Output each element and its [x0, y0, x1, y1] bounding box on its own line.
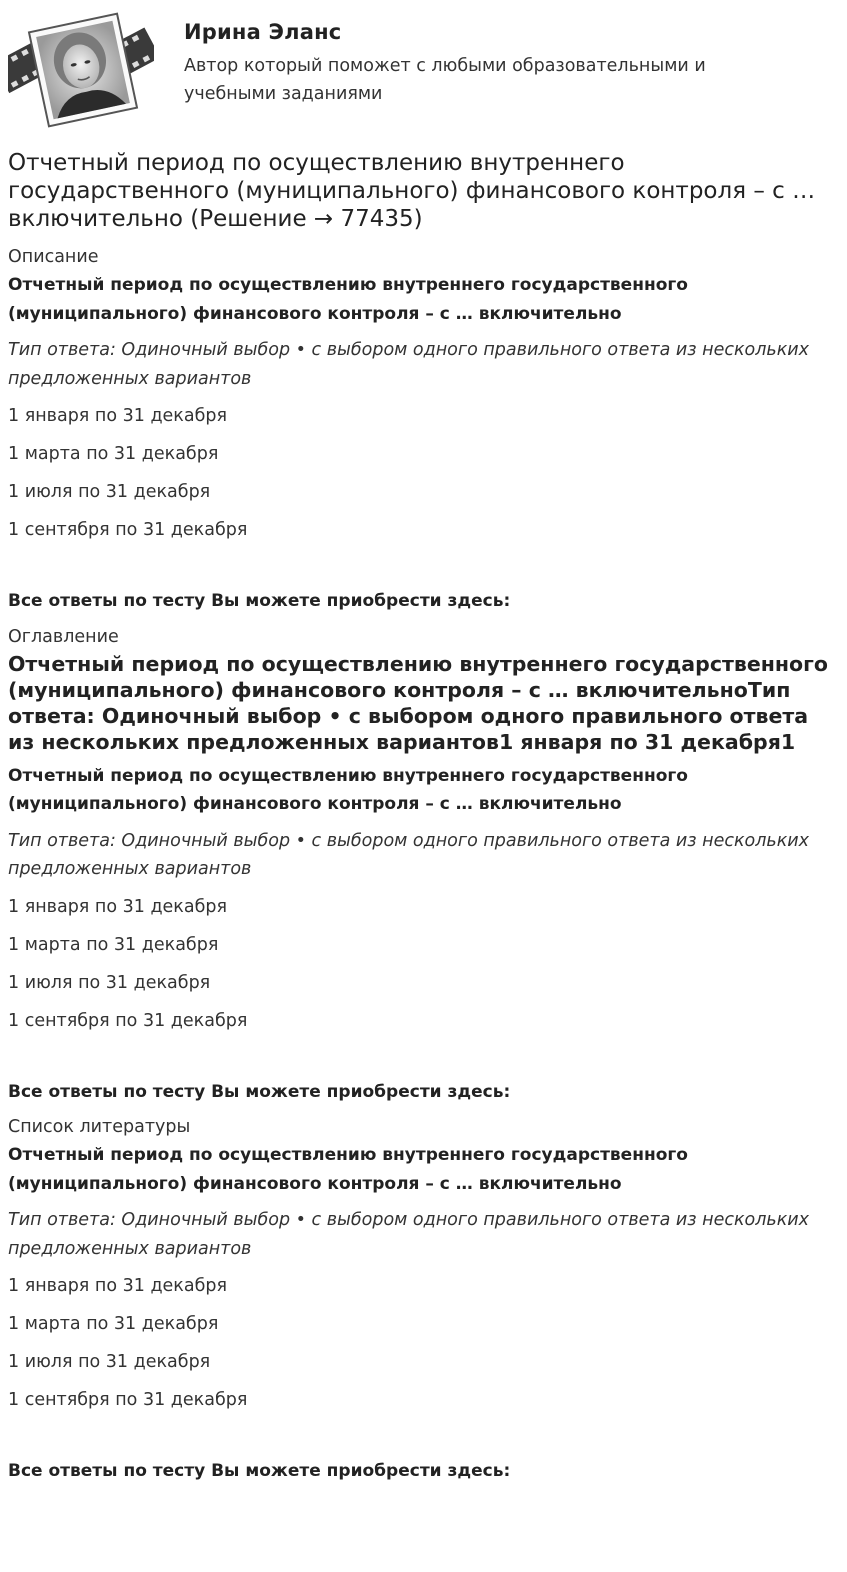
spacer	[8, 554, 838, 587]
answer-option: 1 сентября по 31 декабря	[8, 1010, 248, 1031]
toc-section	[8, 623, 838, 1107]
answer-type: Тип ответа: Одиночный выбор • с выбором одного правильного ответа из нескольких предложенных вариантов	[8, 830, 810, 879]
answer-option: 1 сентября по 31 декабря	[8, 1390, 248, 1410]
question-title: Отчетный период по осуществлению внутреннего государственного (муниципального) финансового контроля – с … включительно	[8, 1145, 688, 1194]
answer-option: 1 июля по 31 декабря	[8, 482, 211, 502]
answer-option: 1 марта по 31 декабря	[8, 1314, 219, 1334]
main-content	[8, 243, 838, 1493]
description-section	[8, 243, 838, 616]
answer-option: 1 марта по 31 декабря	[8, 444, 219, 464]
author-description: Автор который поможет с любыми образовательными и учебными заданиями	[184, 56, 706, 104]
answer-option: 1 июля по 31 декабря	[8, 972, 211, 993]
question-title: Отчетный период по осуществлению внутреннего государственного (муниципального) финансового контроля – с … включительно	[8, 275, 688, 324]
section-label-description: Описание	[8, 247, 99, 267]
answer-option: 1 марта по 31 декабря	[8, 934, 219, 955]
answer-option: 1 января по 31 декабря	[8, 896, 228, 917]
author-avatar[interactable]	[8, 8, 154, 128]
answer-option: 1 января по 31 декабря	[8, 1276, 228, 1296]
section-label-literature: Список литературы	[8, 1117, 191, 1137]
literature-section	[8, 1113, 838, 1486]
buy-answers-text: Все ответы по тесту Вы можете приобрести здесь:	[8, 1081, 511, 1102]
page-title: Отчетный период по осуществлению внутреннего государственного (муниципального) финансового контроля – с … включительно (Решение → 77435)	[8, 150, 816, 232]
buy-answers-text: Все ответы по тесту Вы можете приобрести здесь:	[8, 591, 511, 611]
question-title: Отчетный период по осуществлению внутреннего государственного (муниципального) финансового контроля – с … включительно	[8, 765, 688, 814]
answer-option: 1 января по 31 декабря	[8, 406, 228, 426]
toc-entry[interactable]: Отчетный период по осуществлению внутреннего государственного (муниципального) финансового контроля – с … включительноТип ответа: Одиночный выбор • с выбором одного правильного ответа из нескольких предложенных вариантов1 января по 31 декабря1	[8, 651, 828, 754]
section-label-toc: Оглавление	[8, 626, 119, 647]
buy-answers-text: Все ответы по тесту Вы можете приобрести здесь:	[8, 1461, 511, 1481]
spacer	[8, 1424, 838, 1457]
answer-option: 1 сентября по 31 декабря	[8, 520, 248, 540]
answer-type: Тип ответа: Одиночный выбор • с выбором одного правильного ответа из нескольких предложенных вариантов	[8, 340, 810, 389]
author-header	[8, 8, 838, 128]
spacer	[8, 1045, 838, 1078]
answer-type: Тип ответа: Одиночный выбор • с выбором одного правильного ответа из нескольких предложенных вариантов	[8, 1210, 810, 1259]
author-name[interactable]: Ирина Эланс	[184, 20, 342, 44]
answer-option: 1 июля по 31 декабря	[8, 1352, 211, 1372]
